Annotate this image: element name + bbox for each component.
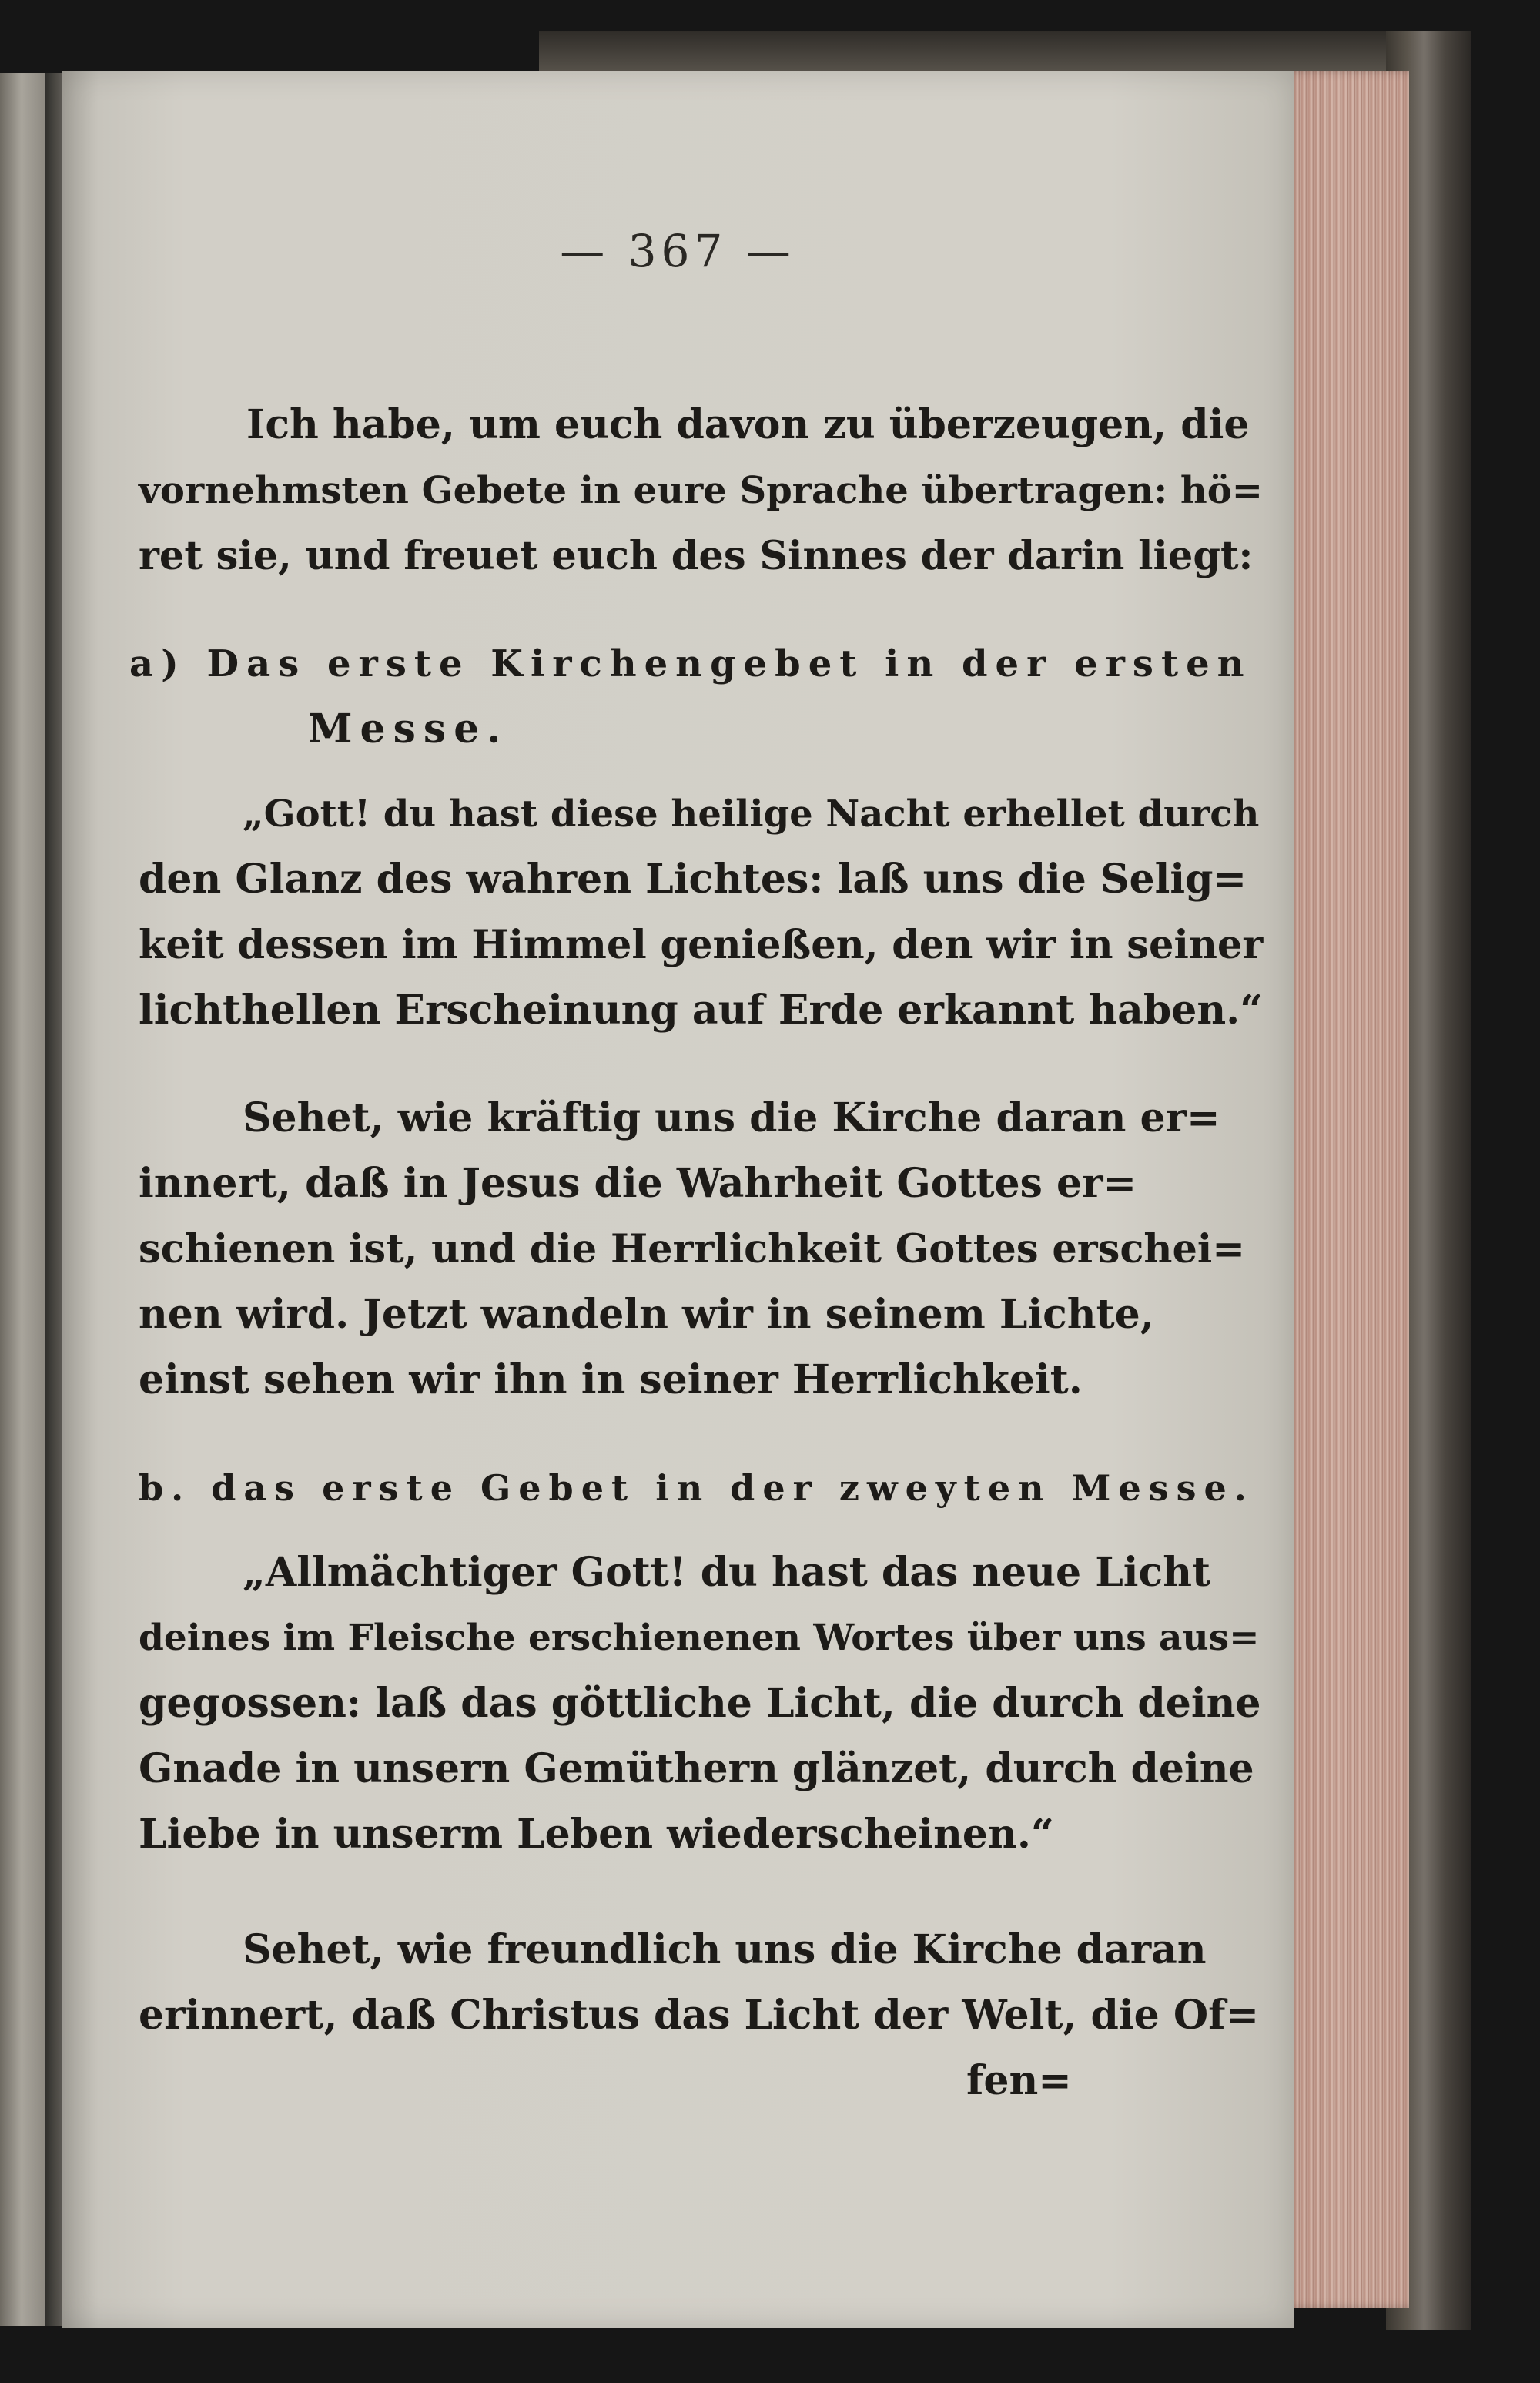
catchword: fen= bbox=[966, 2057, 1072, 2104]
book-cover-top bbox=[539, 31, 1471, 75]
text-line: nen wird. Jetzt wandeln wir in seinem Lichte, bbox=[139, 1291, 1154, 1338]
text-line: „Allmächtiger Gott! du hast das neue Licht bbox=[243, 1549, 1211, 1596]
book-page bbox=[62, 71, 1294, 2328]
page-number: — 367 — bbox=[560, 225, 795, 277]
text-line: innert, daß in Jesus die Wahrheit Gottes er= bbox=[139, 1160, 1137, 1207]
text-line: Sehet, wie kräftig uns die Kirche daran er= bbox=[243, 1094, 1220, 1141]
text-line: gegossen: laß das göttliche Licht, die durch deine bbox=[139, 1680, 1261, 1727]
text-line: Ich habe, um euch davon zu überzeugen, die bbox=[246, 401, 1250, 448]
text-line: keit dessen im Himmel genießen, den wir in seiner bbox=[139, 922, 1264, 968]
section-heading: b. das erste Gebet in der zweyten Messe. bbox=[139, 1467, 1254, 1509]
text-line: schienen ist, und die Herrlichkeit Gottes erschei= bbox=[139, 1226, 1246, 1272]
text-line: einst sehen wir ihn in seiner Herrlichkeit. bbox=[139, 1356, 1083, 1403]
text-line: Liebe in unserm Leben wiederscheinen.“ bbox=[139, 1811, 1054, 1858]
text-line: ret sie, und freuet euch des Sinnes der darin liegt: bbox=[139, 533, 1254, 579]
text-line: vornehmsten Gebete in eure Sprache übertragen: hö= bbox=[139, 469, 1263, 512]
page-edges bbox=[1286, 71, 1409, 2308]
gutter-shadow bbox=[45, 73, 63, 2326]
section-heading: a) Das erste Kirchengebet in der ersten bbox=[129, 642, 1252, 685]
text-line: „Gott! du hast diese heilige Nacht erhellet durch bbox=[243, 793, 1260, 836]
section-heading-cont: Messe. bbox=[308, 706, 509, 752]
text-line: Gnade in unsern Gemüthern glänzet, durch deine bbox=[139, 1745, 1254, 1792]
text-line: deines im Fleische erschienenen Wortes über uns aus= bbox=[139, 1617, 1260, 1659]
facing-page bbox=[0, 73, 48, 2326]
text-line: Sehet, wie freundlich uns die Kirche daran bbox=[243, 1926, 1207, 1973]
text-line: den Glanz des wahren Lichtes: laß uns die Selig= bbox=[139, 856, 1247, 903]
text-line: erinnert, daß Christus das Licht der Welt, die Of= bbox=[139, 1992, 1260, 2039]
text-line: lichthellen Erscheinung auf Erde erkannt haben.“ bbox=[139, 987, 1264, 1034]
